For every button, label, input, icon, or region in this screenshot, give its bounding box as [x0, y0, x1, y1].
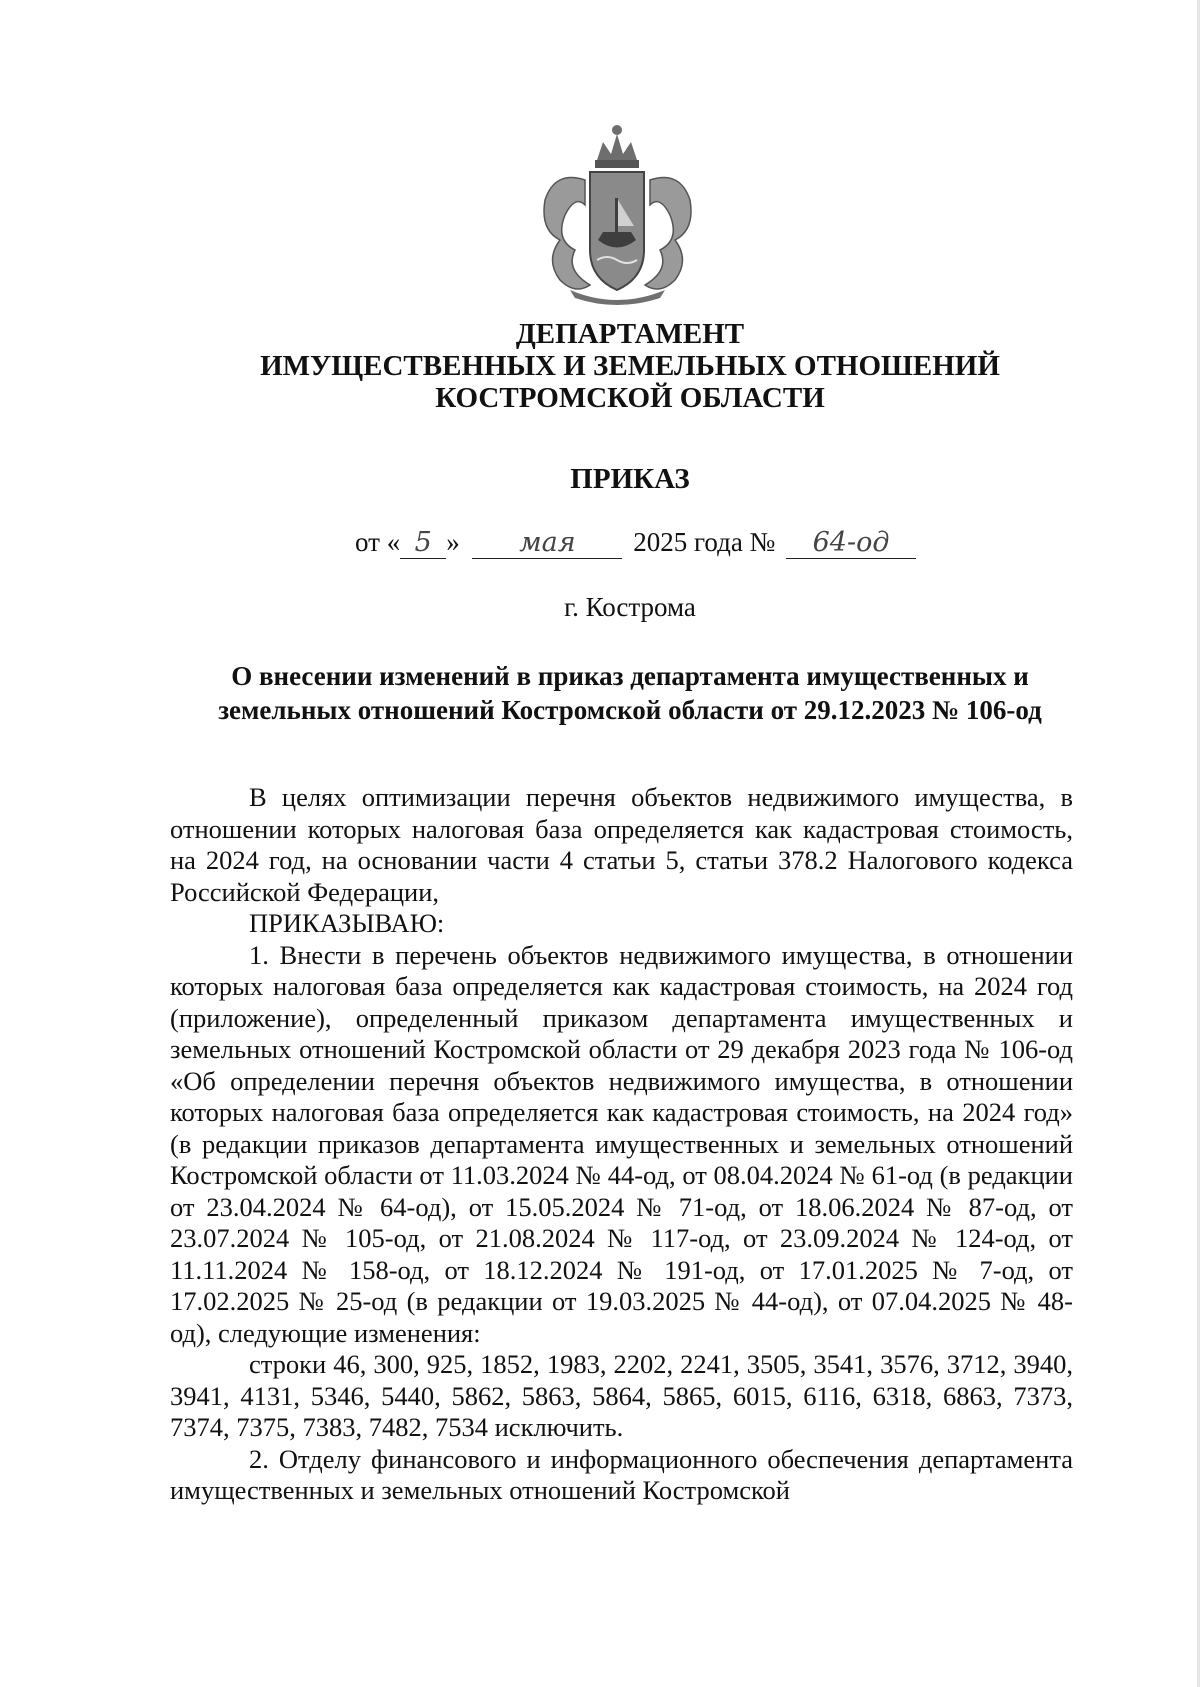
date-month: мая: [472, 527, 622, 559]
clause-2-paragraph: 2. Отделу финансового и информационного обеспечения департамента имущественных и земельных отношений Костромской: [170, 1443, 1073, 1505]
date-day: 5: [400, 527, 446, 559]
preamble-paragraph: В целях оптимизации перечня объектов недвижимого имущества, в отношении которых налоговая база определяется как кадастровая стоимость, на 2024 год, на основании части 4 статьи 5, статьи 378.2 Налогового кодекса Российской Федерации,: [170, 782, 1073, 907]
clause-1-lines-paragraph: строки 46, 300, 925, 1852, 1983, 2202, 2241, 3505, 3541, 3576, 3712, 3940, 3941, 4131, 5346, 5440, 5862, 5863, 5864, 5865, 6015, 6116, 6318, 6863, 7373, 7374, 7375, 7383, 7482, 7534 исключить.: [170, 1349, 1073, 1442]
subject-line: О внесении изменений в приказ департамента имущественных и: [231, 661, 1029, 691]
order-subject: [180, 659, 1080, 727]
department-line: ИМУЩЕСТВЕННЫХ И ЗЕМЕЛЬНЫХ ОТНОШЕНИЙ: [260, 350, 1000, 382]
order-body: [170, 782, 1073, 1507]
date-mid: »: [446, 527, 460, 557]
department-name: [200, 318, 1060, 414]
department-line: ДЕПАРТАМЕНТ: [515, 318, 745, 350]
clause-1-paragraph: 1. Внести в перечень объектов недвижимого имущества, в отношении которых налоговая база определяется как кадастровая стоимость, на 2024 год (приложение), определенный приказом департамента имущественных и земельных отношений Костромской области от 29 декабря 2023 года № 106-од «Об определении перечня объектов недвижимого имущества, в отношении которых налоговая база определяется как кадастровая стоимость, на 2024 год» (в редакции приказов департамента имущественных и земельных отношений Костромской области от 11.03.2024 № 44-од, от 08.04.2024 № 61-од (в редакции от 23.04.2024 № 64-од), от 15.05.2024 № 71-од, от 18.06.2024 № 87-од, от 23.07.2024 № 105-од, от 21.08.2024 № 117-од, от 23.09.2024 № 124-од, от 11.11.2024 № 158-од, от 18.12.2024 № 191-од, от 17.01.2025 № 7-од, от 17.02.2025 № 25-од (в редакции от 19.03.2025 № 44-од), от 07.04.2025 № 48-од), следующие изменения:: [170, 939, 1073, 1348]
coat-of-arms-icon: [535, 120, 700, 305]
city: г. Кострома: [564, 592, 696, 622]
date-line: [355, 527, 916, 559]
date-prefix: от «: [355, 527, 401, 557]
date-year-number-label: 2025 года №: [633, 527, 776, 557]
order-number: 64-од: [786, 527, 916, 559]
subject-line: земельных отношений Костромской области от 29.12.2023 № 106-од: [218, 695, 1042, 725]
document-type: ПРИКАЗ: [570, 463, 690, 495]
order-directive: ПРИКАЗЫВАЮ:: [249, 908, 445, 938]
department-line: КОСТРОМСКОЙ ОБЛАСТИ: [435, 382, 825, 414]
